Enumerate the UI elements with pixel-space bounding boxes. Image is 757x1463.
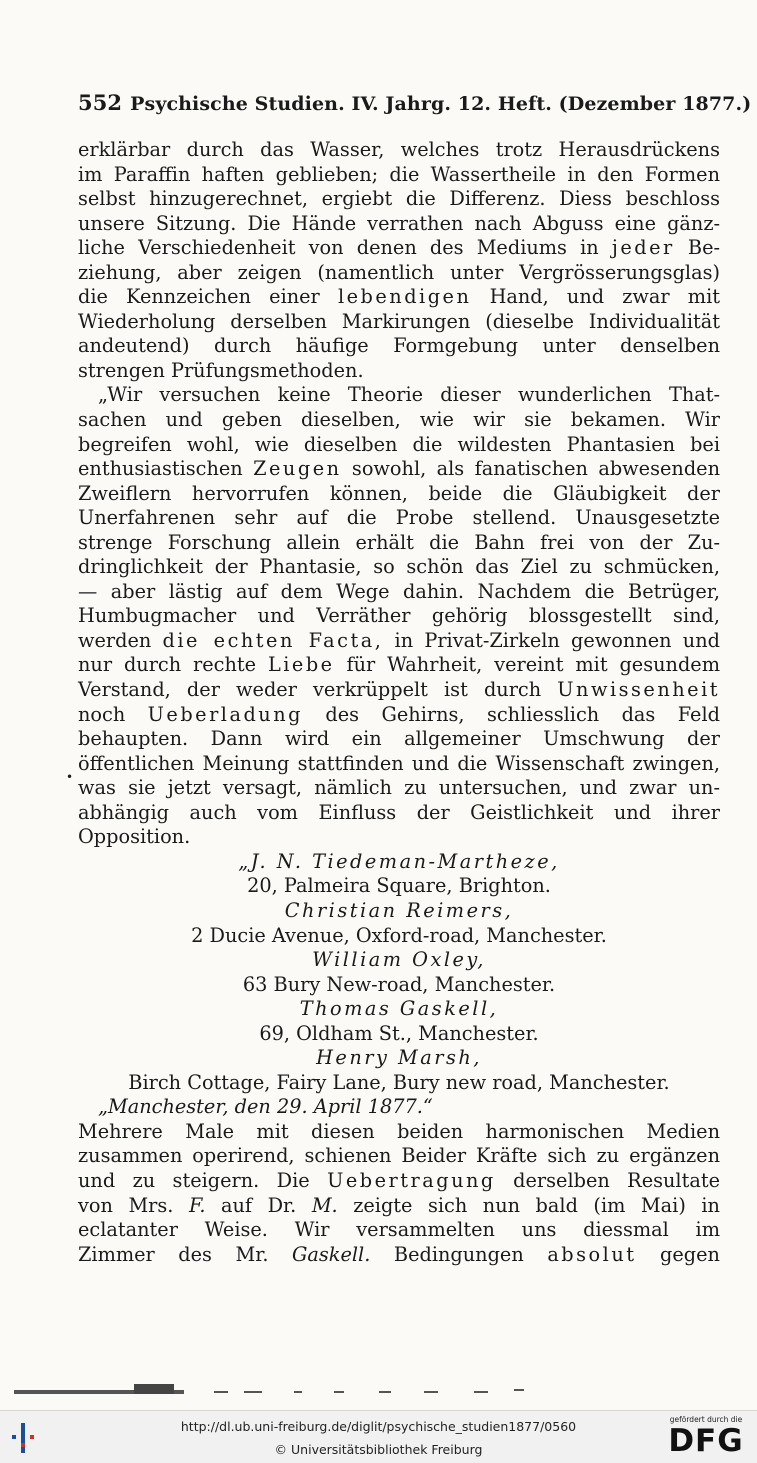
body-text [78,138,720,1267]
spaced-word: Uebertragung [327,1168,496,1192]
text-line: Verstand, der weder verkrüppelt ist durch Unwissenheit [78,678,720,702]
signatory-name: Henry Marsh, [316,1046,482,1070]
signatory-address: 63 Bury New-road, Manchester. [242,972,556,996]
scan-artifact-strip [14,1382,524,1396]
text-line: Mehrere Male mit diesen beiden harmonischen Medien [78,1119,720,1143]
signatory-name: „J. N. Tiedeman-Martheze, [238,849,560,873]
text-line: strengen Prüfungsmethoden. [78,358,364,382]
dateline: „Manchester, den 29. April 1877.“ [98,1095,433,1119]
spaced-word: Unwissenheit [557,678,720,702]
text-line: sachen und geben dieselben, wie wir sie bekamen. Wir [78,408,720,432]
spaced-word: Liebe [267,653,335,677]
italic-initial: M. [311,1193,338,1217]
signatory-name: William Oxley, [312,948,486,972]
text-line: Humbugmacher und Verräther gehörig blossgestellt sind, [78,604,720,628]
text-line: Zweiflern hervorrufen können, beide die Gläubigkeit der [78,481,720,505]
spaced-word: die echten Facta, [162,628,384,652]
text-line: noch Ueberladung des Gehirns, schliesslich das Feld [78,702,720,726]
text-line: ziehung, aber zeigen (namentlich unter Vergrösserungsglas) [78,260,720,284]
signatory-address: 69, Oldham St., Manchester. [259,1021,539,1045]
page-number: 552 [78,90,123,115]
spaced-word: absolut [547,1242,637,1266]
permalink-url[interactable]: http://dl.ub.uni-freiburg.de/diglit/psychische_studien1877/0560 [180,1419,577,1434]
spaced-word: jeder [611,236,675,260]
signatory-address: 2 Ducie Avenue, Oxford-road, Manchester. [191,923,607,947]
text-line: im Paraffin haften geblieben; die Wassertheile in den Formen [78,162,720,186]
signatory-name: Thomas Gaskell, [299,997,499,1021]
spaced-word: Ueberladung [147,702,303,726]
text-line: was sie jetzt versagt, nämlich zu untersuchen, und zwar un- [78,776,720,800]
text-line: nur durch rechte Liebe für Wahrheit, vereint mit gesundem [78,653,720,677]
dfg-logo [663,1415,749,1461]
text-line: enthusiastischen Zeugen sowohl, als fanatischen abwesenden [78,457,720,481]
signatory-name: Christian Reimers, [284,898,514,922]
text-line: liche Verschiedenheit von denen des Mediums in jeder Be- [78,236,721,260]
text-line: selbst hinzugerechnet, ergiebt die Differenz. Diess beschloss [78,187,720,211]
running-head [78,90,752,115]
dfg-wordmark: DFG [668,1423,744,1459]
signatory-address: 20, Palmeira Square, Brighton. [247,874,551,898]
text-line: öffentlichen Meinung stattfinden und die Wissenschaft zwingen, [78,751,720,775]
text-line: dringlichkeit der Phantasie, so schön das Ziel zu schmücken, [78,555,720,579]
text-line: zusammen operirend, schienen Beider Kräfte sich zu ergänzen [78,1144,720,1168]
dfg-caption: gefördert durch die [669,1415,743,1424]
text-line: strenge Forschung allein erhält die Bahn frei von der Zu- [78,530,720,554]
text-line: begreifen wohl, wie dieselben die wildesten Phantasien bei [78,432,720,456]
text-line: unsere Sitzung. Die Hände verrathen nach Abguss eine gänz- [78,211,720,235]
text-line: „Wir versuchen keine Theorie dieser wunderlichen That- [98,383,720,407]
text-line: von Mrs. F. auf Dr. M. zeigte sich nun bald (im Mai) in [78,1193,720,1217]
text-line: eclatanter Weise. Wir versammelten uns diessmal im [78,1218,720,1242]
text-line: — aber lästig auf dem Wege dahin. Nachdem die Betrüger, [78,579,720,603]
text-line: abhängig auch vom Einfluss der Geistlichkeit und ihrer [78,800,720,824]
text-line: Unerfahrenen sehr auf die Probe stellend. Unausgesetzte [78,506,720,530]
italic-name: Gaskell. [292,1242,371,1266]
running-title: Psychische Studien. IV. Jahrg. 12. Heft. (Dezember 1877.) [130,93,752,115]
text-line: Zimmer des Mr. Gaskell. Bedingungen absolut gegen [78,1242,720,1266]
margin-mark: • [66,770,74,784]
italic-initial: F. [188,1193,206,1217]
signatory-address: Birch Cottage, Fairy Lane, Bury new road, Manchester. [128,1070,670,1094]
text-line: erklärbar durch das Wasser, welches trotz Herausdrückens [78,138,720,161]
text-line: andeutend) durch häufige Formgebung unter denselben [78,334,720,358]
viewer-footer [0,1410,757,1463]
text-line: Wiederholung derselben Markirungen (dieselbe Individualität [78,309,720,333]
text-line: und zu steigern. Die Uebertragung derselben Resultate [78,1168,720,1192]
copyright-text: © Universitätsbibliothek Freiburg [274,1442,483,1457]
text-line: behaupten. Dann wird ein allgemeiner Umschwung der [78,727,720,751]
spaced-word: Zeugen [253,457,342,481]
text-line: Opposition. [78,825,191,849]
spaced-word: lebendigen [337,285,472,309]
text-line: werden die echten Facta, in Privat-Zirkeln gewonnen und [78,628,720,652]
text-line: die Kennzeichen einer lebendigen Hand, und zwar mit [78,285,720,309]
